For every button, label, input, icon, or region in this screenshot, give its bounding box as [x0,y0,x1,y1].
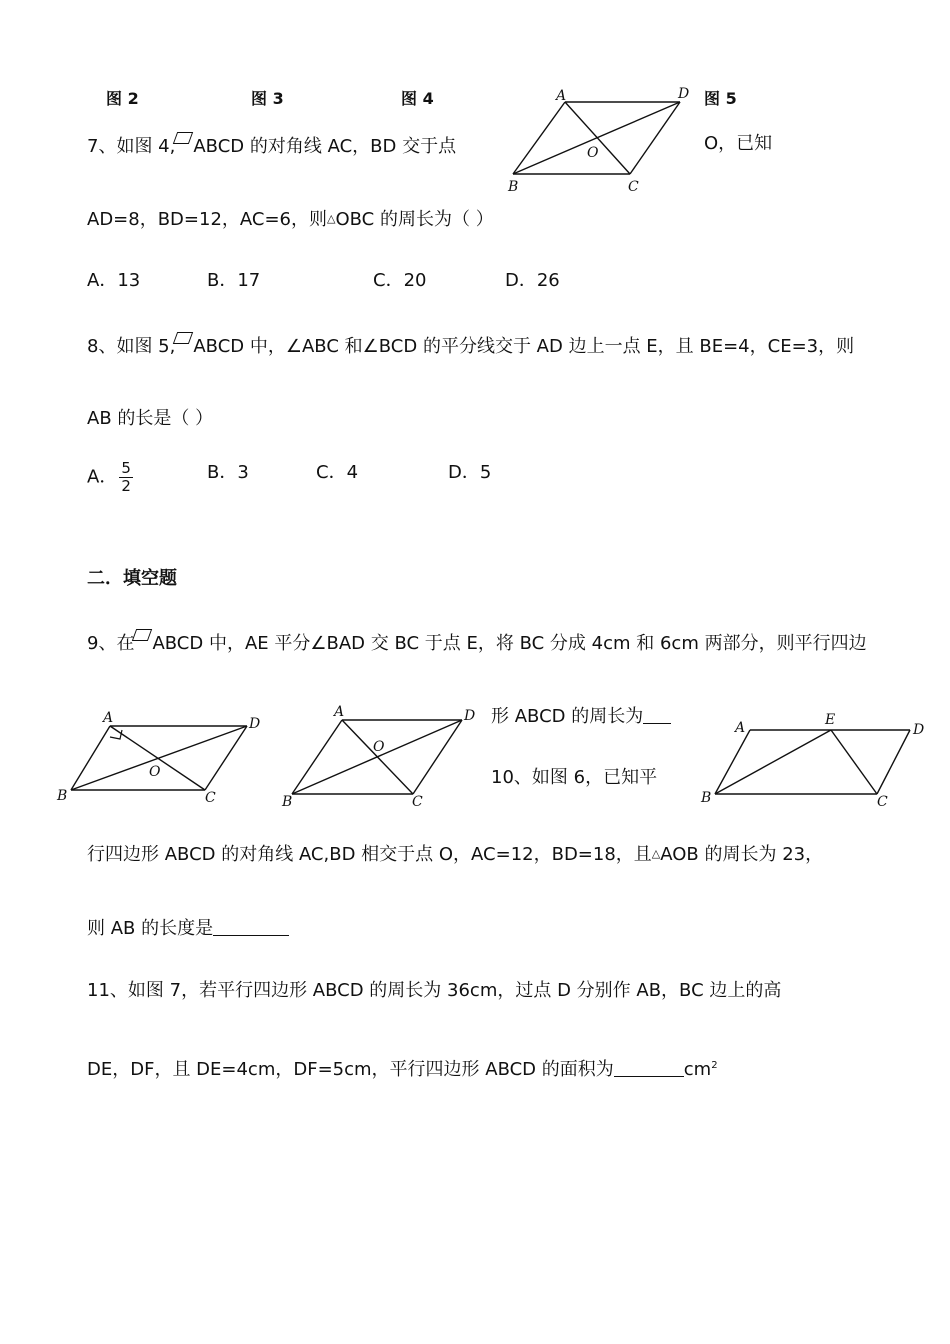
figure-label-3: 图 3 [251,89,284,108]
figure-label-4: 图 4 [401,89,434,108]
q7-text: ABCD 的对角线 AC，BD 交于点 [193,136,457,157]
answer-blank[interactable] [643,705,671,724]
unit-exponent: 2 [711,1060,718,1071]
q7-line1-tail: O，已知 [704,133,773,154]
parallelogram-diagram-q7 [500,84,700,196]
vertex-label: E [825,712,836,728]
parallelogram-icon [173,132,193,144]
vertex-label: D [464,708,476,724]
vertex-label: A [556,88,567,104]
q11-line2-prefix: DE，DF，且 DE=4cm，DF=5cm，平行四边形 ABCD 的面积为 [87,1059,614,1080]
q7-line2-suffix: OBC 的周长为（ ） [335,209,494,230]
q8-option-d[interactable]: D．5 [448,462,492,483]
q11-line1: 11、如图 7，若平行四边形 ABCD 的周长为 36cm，过点 D 分别作 AB，BC 边上的高 [87,980,782,1001]
fraction [119,460,133,495]
answer-blank[interactable] [614,1058,684,1077]
vertex-label: A [735,720,746,736]
vertex-label: B [701,790,712,806]
q11-line2 [87,1054,718,1082]
vertex-label: C [877,794,888,810]
vertex-label: D [249,716,261,732]
parallelogram-diagram-bisector [695,708,935,808]
parallelogram-diagram-right-angle [55,708,265,808]
q7-line2-prefix: AD=8，BD=12，AC=6，则 [87,209,328,230]
q9-text: ABCD 中，AE 平分∠BAD 交 BC 于点 E，将 BC 分成 4cm 和 6cm 两部分，则平行四边 [152,633,867,654]
q8-text: ABCD 中，∠ABC 和∠BCD 的平分线交于 AD 边上一点 E，且 BE=4，CE=3，则 [193,336,855,357]
fraction-denominator: 2 [121,477,131,495]
q10-line2-suffix: AOB 的周长为 23， [660,844,824,865]
q8-line2: AB 的长是（ ） [87,408,214,429]
vertex-label: C [205,790,216,806]
q10-line2-prefix: 行四边形 ABCD 的对角线 AC,BD 相交于点 O，AC=12，BD=18，且 [87,844,652,865]
q10-line1: 10、如图 6，已知平 [491,767,658,788]
q10-line3-text: 则 AB 的长度是 [87,918,214,939]
q10-line2 [87,842,823,867]
q7-option-d[interactable]: D．26 [505,270,560,291]
vertex-label: D [913,722,925,738]
vertex-label: D [678,86,690,102]
q7-option-a[interactable]: A．13 [87,270,141,291]
q8-option-a-label: A． [87,466,118,488]
q9-line2 [491,705,671,729]
q8-prefix: 8、如图 5, [87,336,176,357]
vertex-label: B [57,788,68,804]
fraction-numerator: 5 [121,459,131,477]
q8-line1 [87,332,854,359]
vertex-label: O [587,145,599,161]
q10-line3 [87,917,289,941]
q7-option-c[interactable]: C．20 [373,270,427,291]
section-title: 二．填空题 [87,568,177,589]
figure-label-5: 图 5 [704,89,737,108]
q7-prefix: 7、如图 4, [87,136,176,157]
q7-option-b[interactable]: B．17 [207,270,261,291]
q7-line1 [87,132,456,159]
q8-option-c[interactable]: C．4 [316,462,359,483]
parallelogram-diagram-diagonals [280,700,490,812]
q9-prefix: 9、在 [87,633,135,654]
triangle-icon: △ [651,847,661,860]
parallelogram-icon [132,629,152,641]
vertex-label: B [508,179,519,195]
figure-label-2: 图 2 [106,89,139,108]
vertex-label: C [628,179,639,195]
answer-blank[interactable] [213,917,289,936]
q9-line2-text: 形 ABCD 的周长为 [491,706,644,727]
unit-text: cm [683,1059,712,1080]
q8-option-a[interactable] [87,460,133,495]
vertex-label: C [412,794,423,810]
vertex-label: B [282,794,293,810]
q8-option-b[interactable]: B．3 [207,462,249,483]
vertex-label: O [373,739,385,755]
vertex-label: A [103,710,114,726]
q9-line1 [87,629,867,656]
vertex-label: A [334,704,345,720]
vertex-label: O [149,764,161,780]
triangle-icon: △ [327,212,336,225]
q7-line2 [87,207,494,232]
parallelogram-icon [173,332,193,344]
